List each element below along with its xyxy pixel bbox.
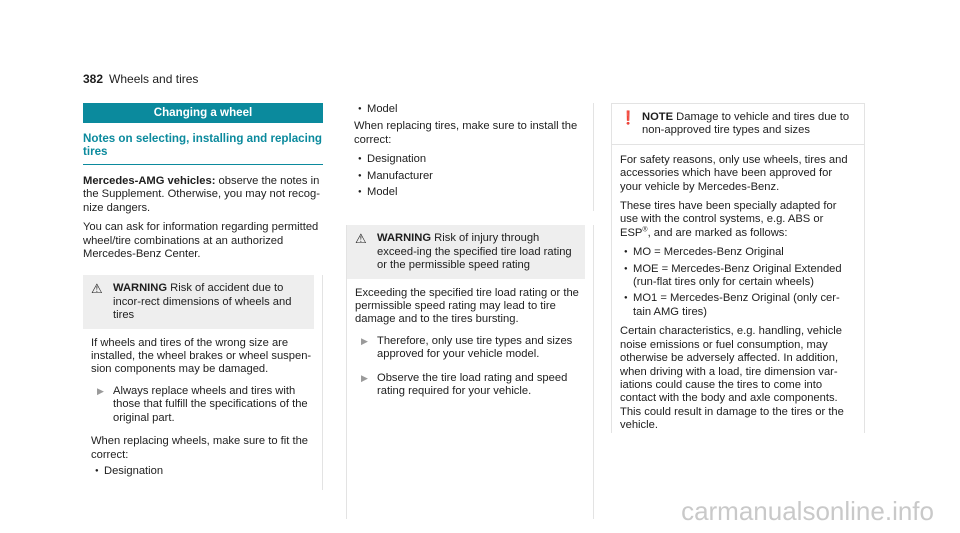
warning-triangle-icon: ⚠	[91, 281, 103, 297]
instruction-step: ▶ Observe the tire load rating and speed rating required for your vehicle.	[361, 371, 568, 398]
arrow-right-icon: ▶	[97, 385, 104, 396]
note-paragraph-3: Certain characteristics, e.g. handling, vehicle noise emissions or fuel consumption, may otherwise be adversely affected. In addition, when driving with a load, tire dimension var-iations could cause the tires to come into contact with the body and axle components. This could result in damage to the tires or the vehicle.	[620, 325, 844, 432]
warning-triangle-icon: ⚠	[355, 231, 367, 247]
list-item: ● MOE = Mercedes-Benz Original Extended (run-flat tires only for certain wheels)	[620, 263, 856, 290]
running-title: Wheels and tires	[109, 72, 199, 86]
note-paragraph-2: These tires have been specially adapted for use with the control systems, e.g. ABS or ESP®, and are marked as follows:	[620, 200, 837, 239]
continued-box	[346, 103, 594, 211]
warning-paragraph: If wheels and tires of the wrong size are installed, the wheel brakes or wheel suspen-sion components may be damaged.	[91, 336, 312, 376]
bullet-list	[354, 153, 585, 199]
watermark: carmanualsonline.info	[681, 496, 934, 526]
note-box	[611, 103, 865, 433]
page-header	[83, 72, 198, 86]
warning-header: ⚠ WARNING Risk of accident due to incor-rect dimensions of wheels and tires	[83, 275, 314, 328]
bullet-list	[620, 246, 856, 319]
list-item: ● MO = Mercedes-Benz Original	[620, 246, 856, 259]
warning-box-2	[346, 225, 594, 519]
warning-label: WARNING	[377, 232, 432, 245]
bullet-list	[354, 103, 585, 116]
warning-box	[83, 275, 323, 490]
warning-label: WARNING	[113, 282, 168, 295]
section-title: Changing a wheel	[83, 103, 323, 123]
warning-paragraph-2: When replacing wheels, make sure to fit the correct:	[91, 435, 309, 461]
list-item: ● Designation	[354, 153, 585, 166]
instruction-step: ▶ Always replace wheels and tires with those that fulfill the specifications of the original part.	[97, 384, 308, 424]
warning-paragraph: Exceeding the specified tire load rating or the permissible speed rating may lead to tire damage and to the tires bursting.	[355, 286, 579, 326]
list-item: ● Model	[354, 186, 585, 199]
arrow-right-icon: ▶	[361, 372, 368, 383]
list-item: ● Manufacturer	[354, 170, 585, 183]
paragraph-info: You can ask for information regarding permitted wheel/tire combinations at an authorized Mercedes-Benz Center.	[83, 221, 319, 261]
list-item: ● Model	[354, 103, 585, 116]
paragraph-replace: When replacing tires, make sure to install the correct:	[354, 120, 578, 146]
paragraph-amg: Mercedes-AMG vehicles: observe the notes in the Supplement. Otherwise, you may not recog-nize dangers.	[83, 175, 320, 214]
sub-title: Notes on selecting, installing and replacing tires	[83, 123, 323, 165]
column-1	[83, 103, 323, 490]
warning-header: ⚠ WARNING Risk of injury through exceed-ing the specified tire load rating or the permissible speed rating	[347, 225, 585, 278]
column-2	[346, 103, 594, 519]
note-paragraph: For safety reasons, only use wheels, tires and accessories which have been approved for your vehicle by Mercedes-Benz.	[620, 153, 848, 193]
column-3	[611, 103, 865, 439]
notice-icon: ❗	[620, 110, 637, 125]
list-item: ● Designation	[91, 465, 314, 478]
list-item: ● MO1 = Mercedes-Benz Original (only cer-tain AMG tires)	[620, 292, 856, 319]
page-number: 382	[83, 72, 104, 86]
arrow-right-icon: ▶	[361, 335, 368, 346]
note-header: ❗ NOTE Damage to vehicle and tires due to non-approved tire types and sizes	[612, 103, 864, 145]
note-label: NOTE	[642, 111, 674, 123]
instruction-step: ▶ Therefore, only use tire types and sizes approved for your vehicle model.	[361, 334, 573, 361]
bullet-list	[91, 465, 314, 478]
